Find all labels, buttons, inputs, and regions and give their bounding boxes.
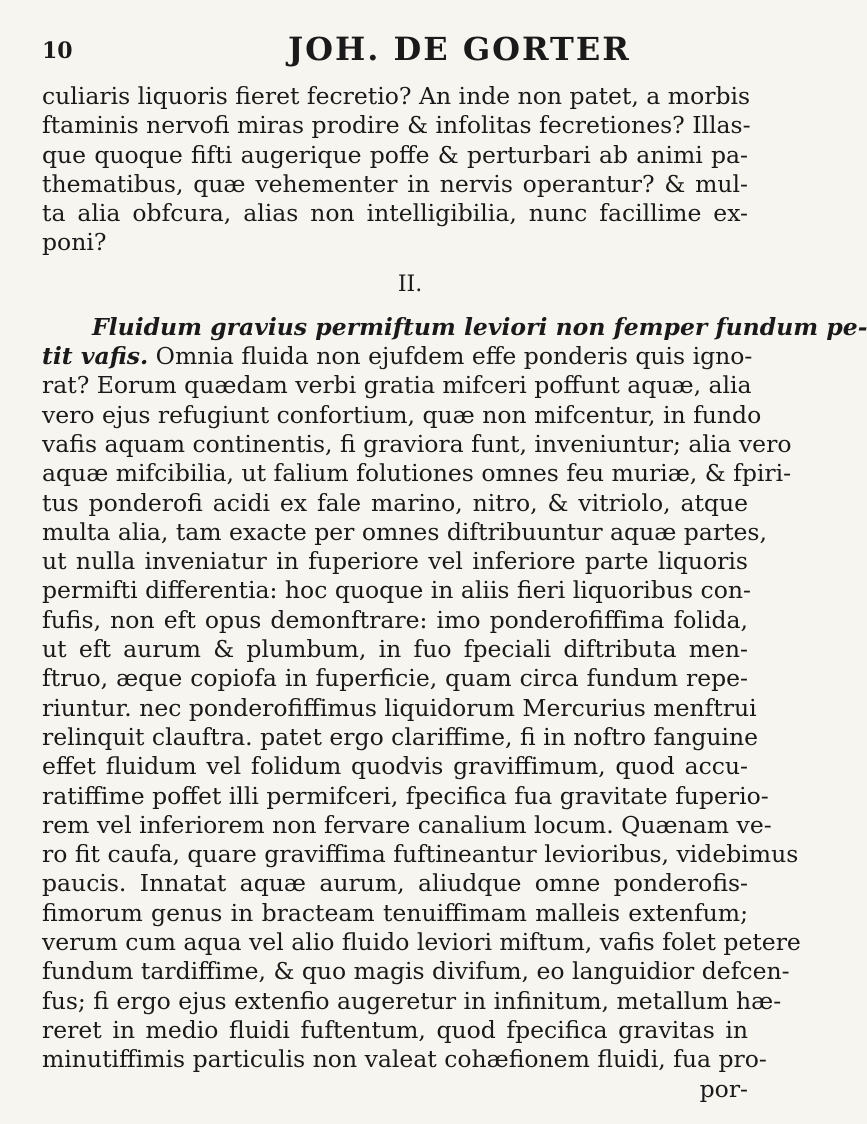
text-line: rem vel inferiorem non fervare canalium locum. Quænam ve- [42, 810, 772, 839]
text-line: ftruo, æque copiofa in fuperficie, quam circa fundum repe- [42, 664, 748, 693]
paragraph-heading: Fluidum gravius permiftum leviori non femper fundum pe- [92, 312, 867, 341]
page-number: 10 [42, 38, 73, 64]
catchword: por- [699, 1074, 748, 1103]
text-line [42, 342, 753, 371]
text-line: poni? [42, 228, 107, 257]
text-line: permifti differentia: hoc quoque in aliis fieri liquoribus con- [42, 576, 751, 605]
text-line: tus ponderofi acidi ex fale marino, nitro, & vitriolo, atque [42, 488, 748, 517]
text-line: que quoque fifti augerique poffe & perturbari ab animi pa- [42, 140, 748, 169]
text-line: vafis aquam continentis, fi graviora funt, inveniuntur; alia vero [42, 429, 792, 458]
text-line: fimorum genus in bracteam tenuiffimam malleis extenfum; [42, 898, 748, 927]
running-head [42, 30, 748, 82]
text-line: riuntur. nec ponderofiffimus liquidorum Mercurius menftrui [42, 693, 757, 722]
text-line [42, 312, 867, 342]
text-line: multa alia, tam exacte per omnes diftribuuntur aquæ partes, [42, 517, 767, 546]
text-line: ro fit caufa, quare graviffima fuftineantur levioribus, videbimus [42, 840, 799, 869]
text-line: fus; fi ergo ejus extenfio augeretur in infinitum, metallum hæ- [42, 986, 782, 1015]
paragraph-2 [42, 312, 867, 1075]
section-number: II. [397, 271, 423, 297]
text-line: reret in medio fluidi fuftentum, quod fpecifica gravitas in [42, 1015, 748, 1044]
text-line: ratiffime poffet illi permifceri, fpecifica fua gravitate fuperio- [42, 781, 769, 810]
text-line: fundum tardiffime, & quo magis divifum, eo languidior defcen- [42, 957, 790, 986]
text-line: verum cum aqua vel alio fluido leviori miftum, vafis folet petere [42, 928, 801, 957]
text-line: ut eft aurum & plumbum, in fuo fpeciali diftributa men- [42, 635, 748, 664]
paragraph-1 [42, 82, 751, 258]
text-line: paucis. Innatat aquæ aurum, aliudque omne ponderofis- [42, 869, 748, 898]
text-line: vero ejus refugiunt confortium, quæ non mifcentur, in fundo [42, 400, 762, 429]
text-line: rat? Eorum quædam verbi gratia mifceri poffunt aquæ, alia [42, 371, 752, 400]
paragraph-heading-cont: tit vafis. [42, 342, 149, 371]
text-line: ftaminis nervofi miras prodire & infolitas fecretiones? Illas- [42, 111, 751, 140]
running-title: JOH. DE GORTER [288, 30, 631, 68]
text-line: minutiffimis particulis non valeat cohæfionem fluidi, fua pro- [42, 1045, 767, 1074]
text-line: aquæ mifcibilia, ut falium folutiones omnes feu muriæ, & fpiri- [42, 459, 792, 488]
text-line: fufis, non eft opus demonftrare: imo ponderofiffima folida, [42, 605, 748, 634]
text-line: ut nulla inveniatur in fuperiore vel inferiore parte liquoris [42, 547, 748, 576]
text-line: effet fluidum vel folidum quodvis graviffimum, quod accu- [42, 752, 748, 781]
text-line: ta alia obfcura, alias non intelligibilia, nunc facillime ex- [42, 199, 748, 228]
text-fragment: Omnia fluida non ejufdem effe ponderis quis igno- [148, 342, 753, 371]
text-line: relinquit clauftra. patet ergo clariffime, fi in noftro fanguine [42, 722, 759, 751]
text-line: culiaris liquoris fieret fecretio? An inde non patet, a morbis [42, 82, 751, 110]
text-line: thematibus, quæ vehementer in nervis operantur? & mul- [42, 169, 748, 198]
